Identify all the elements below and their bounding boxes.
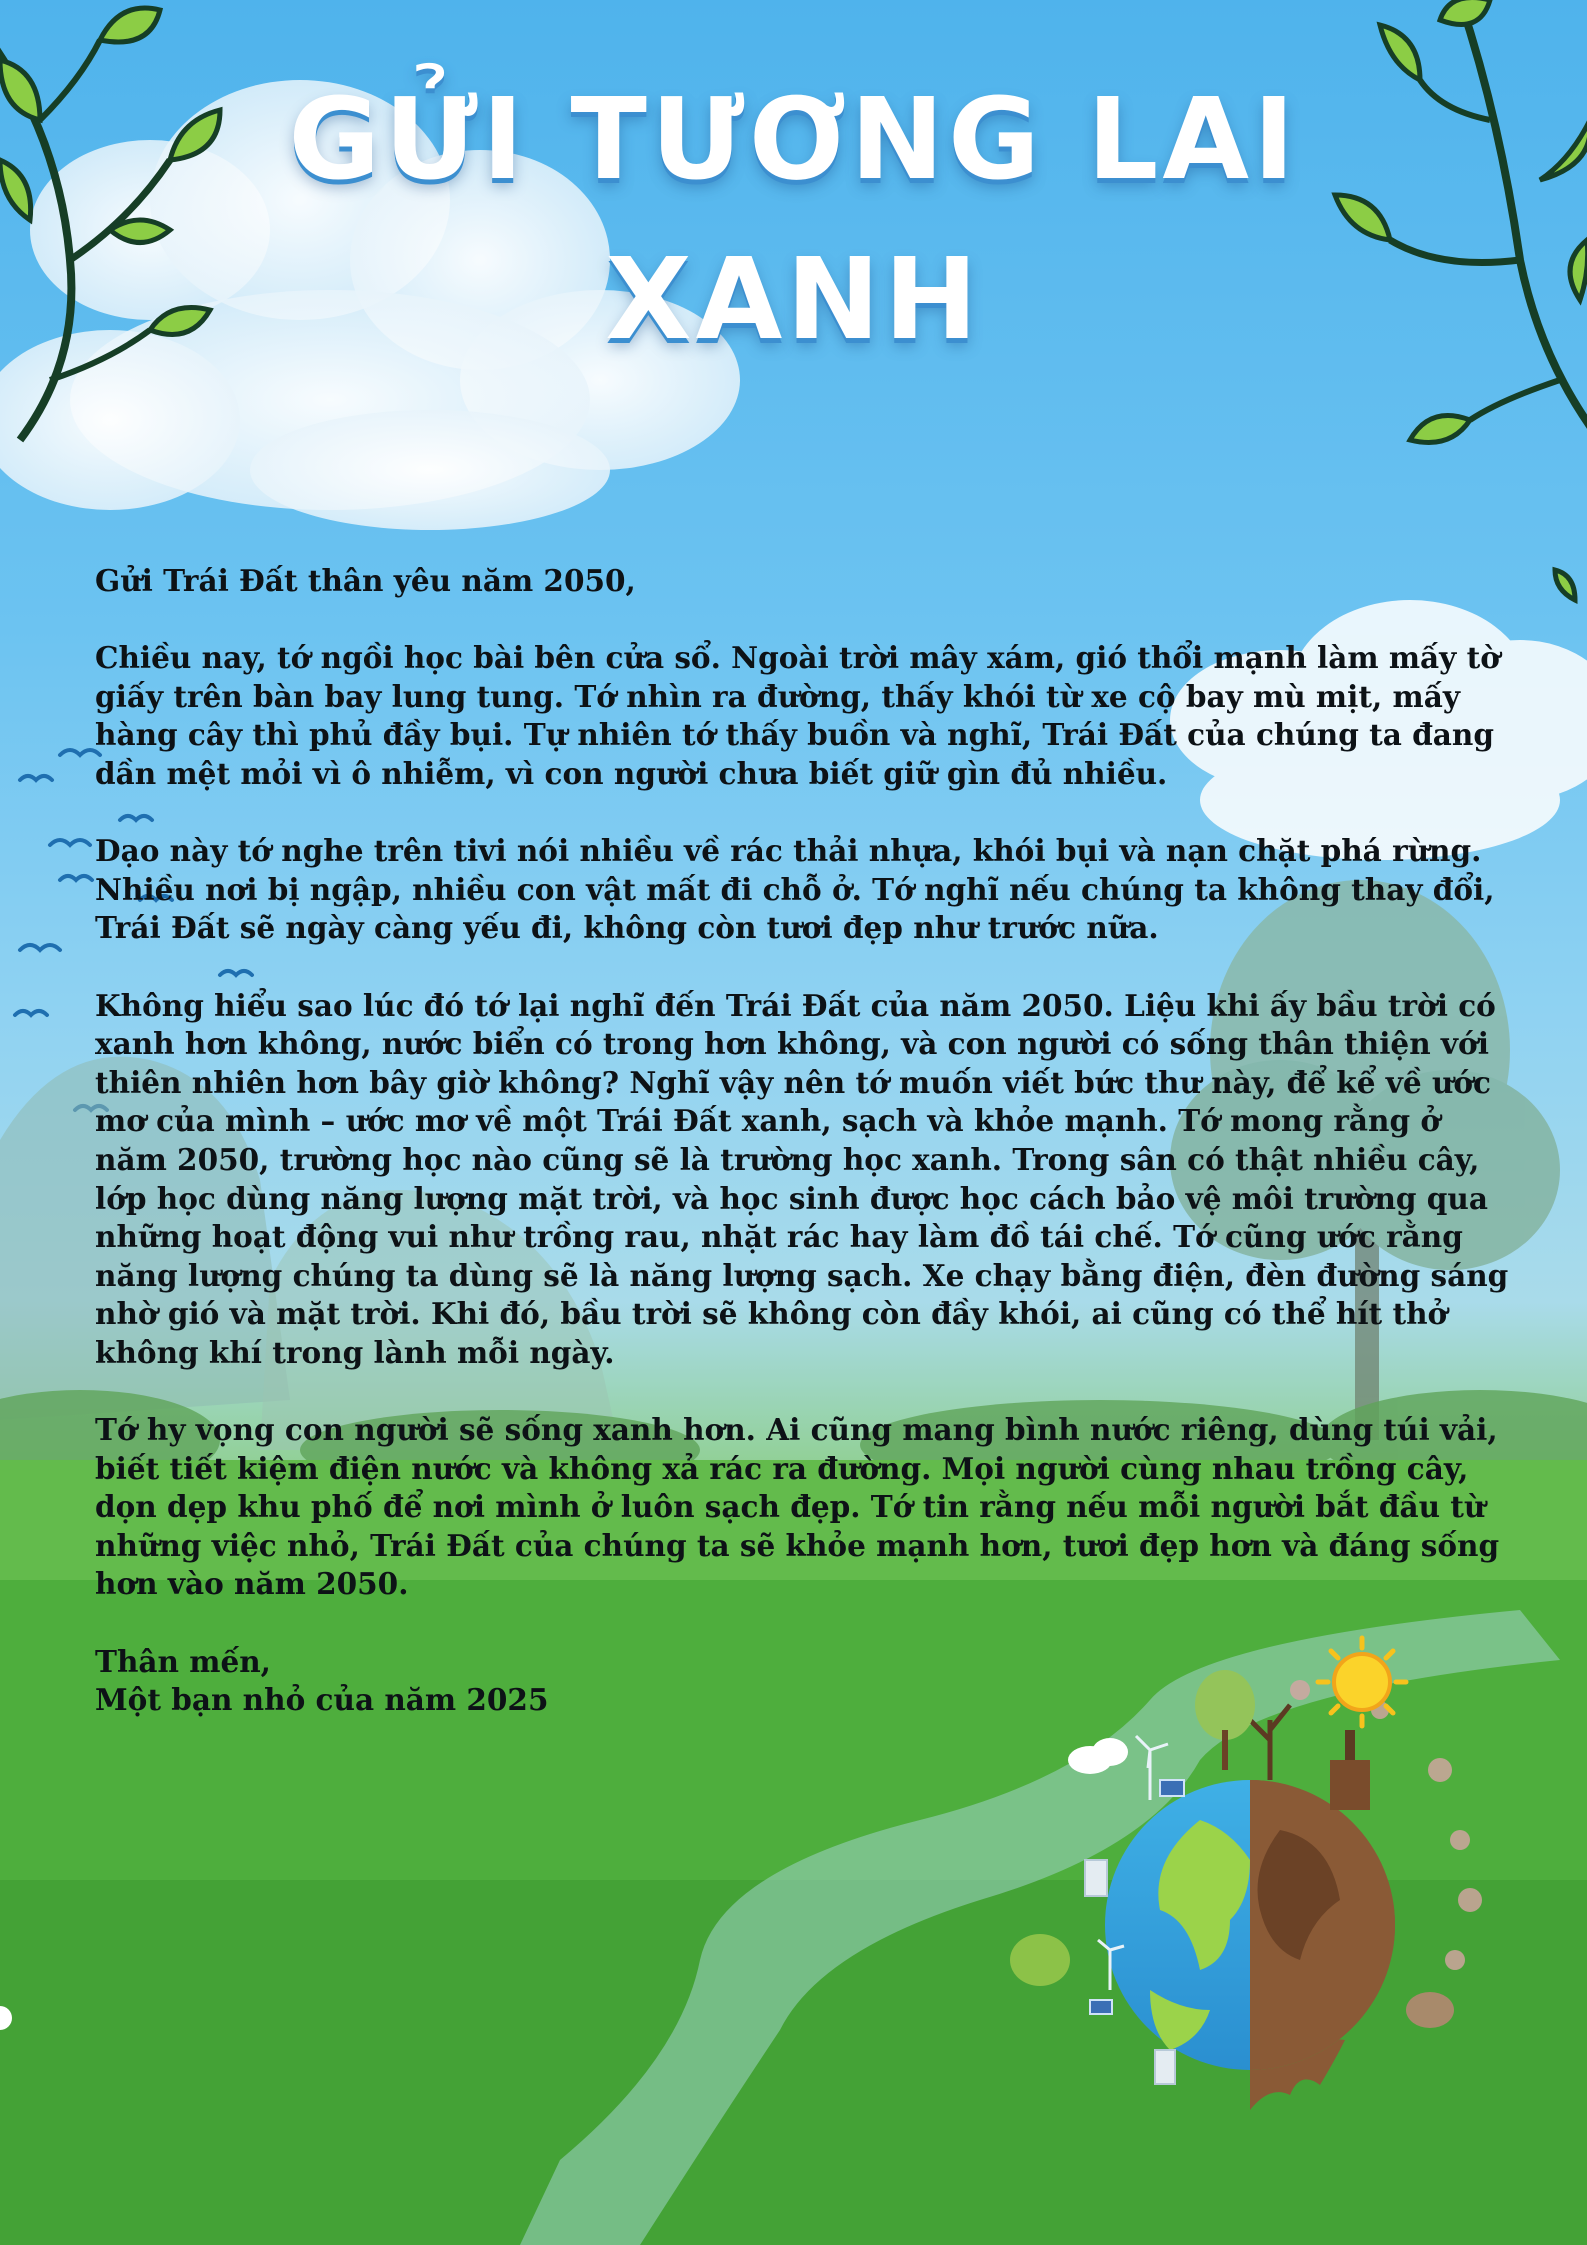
letter-signoff [95, 1643, 1515, 1720]
letter-paragraph: Không hiểu sao lúc đó tớ lại nghĩ đến Trái Đất của năm 2050. Liệu khi ấy bầu trời có xanh hơn không, nước biển có trong hơn không, và con người có sống thân thiện với thiên nhiên hơn bây giờ không? Nghĩ vậy nên tớ muốn viết bức thư này, để kể về ước mơ của mình – ước mơ về một Trái Đất xanh, sạch và khỏe mạnh. Tớ mong rằng ở năm 2050, trường học nào cũng sẽ là trường học xanh. Trong sân có thật nhiều cây, lớp học dùng năng lượng mặt trời, và học sinh được học cách bảo vệ môi trường qua những hoạt động vui như trồng rau, nhặt rác hay làm đồ tái chế. Tớ cũng ước rằng năng lượng chúng ta dùng sẽ là năng lượng sạch. Xe chạy bằng điện, đèn đường sáng nhờ gió và mặt trời. Khi đó, bầu trời sẽ không còn đầy khói, ai cũng có thể hít thở không khí trong lành mỗi ngày. [95, 987, 1509, 1370]
title-line-2: XANH [605, 235, 982, 365]
letter-signature: Một bạn nhỏ của năm 2025 [95, 1682, 549, 1718]
page-title [0, 60, 1587, 380]
letter-body [95, 562, 1515, 1720]
title-line-1: GỬI TƯƠNG LAI [288, 75, 1299, 205]
letter-paragraph: Chiều nay, tớ ngồi học bài bên cửa sổ. Ngoài trời mây xám, gió thổi mạnh làm mấy tờ giấy trên bàn bay lung tung. Tớ nhìn ra đường, thấy khói từ xe cộ bay mù mịt, mấy hàng cây thì phủ đầy bụi. Tự nhiên tớ thấy buồn và nghĩ, Trái Đất của chúng ta đang dần mệt mỏi vì ô nhiễm, vì con người chưa biết giữ gìn đủ nhiều. [95, 640, 1500, 791]
letter-greeting: Gửi Trái Đất thân yêu năm 2050, [95, 563, 636, 598]
letter-closing: Thân mến, [95, 1643, 271, 1679]
letter-paragraph: Tớ hy vọng con người sẽ sống xanh hơn. Ai cũng mang bình nước riêng, dùng túi vải, biết tiết kiệm điện nước và không xả rác ra đường. Mọi người cùng nhau trồng cây, dọn dẹp khu phố để nơi mình ở luôn sạch đẹp. Tớ tin rằng nếu mỗi người bắt đầu từ những việc nhỏ, Trái Đất của chúng ta sẽ khỏe mạnh hơn, tươi đẹp hơn và đáng sống hơn vào năm 2050. [95, 1412, 1500, 1602]
letter-paragraph: Dạo này tớ nghe trên tivi nói nhiều về rác thải nhựa, khói bụi và nạn chặt phá rừng. Nhiều nơi bị ngập, nhiều con vật mất đi chỗ ở. Tớ nghĩ nếu chúng ta không thay đổi, Trái Đất sẽ ngày càng yếu đi, không còn tươi đẹp như trước nữa. [95, 833, 1495, 946]
